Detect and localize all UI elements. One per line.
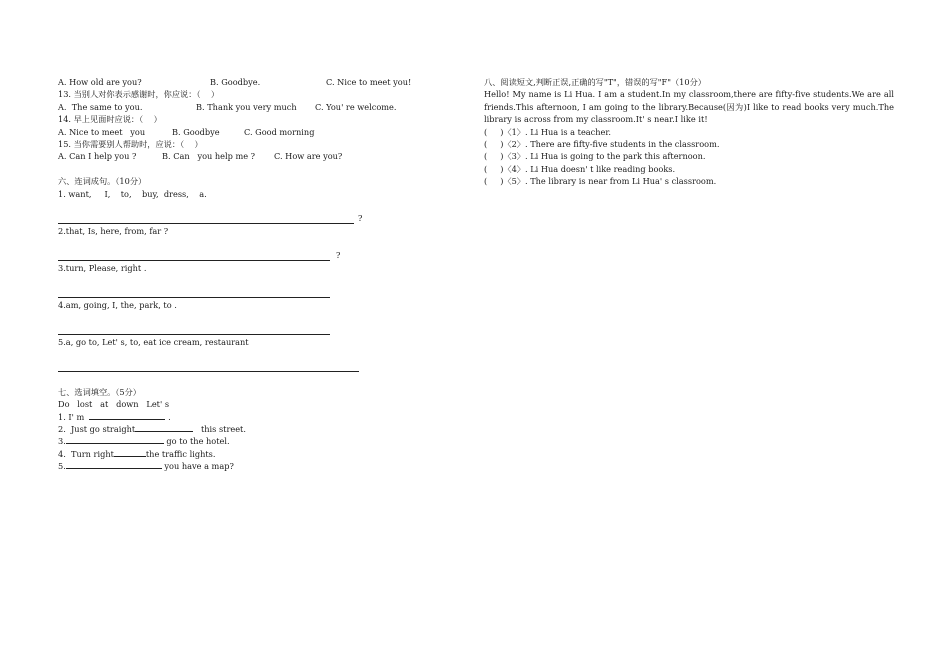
q12-options xyxy=(58,76,438,88)
q14-option-c[interactable]: C. Good morning xyxy=(244,126,315,137)
q12-option-a[interactable]: A. How old are you? xyxy=(58,77,142,87)
s6-item5-answer[interactable] xyxy=(58,361,438,373)
s6-item2-answer[interactable] xyxy=(58,249,438,261)
s7-item1-blank[interactable] xyxy=(89,411,165,420)
s6-item2-words: 2.that, Is, here, from, far ? xyxy=(58,225,169,236)
q13-option-c[interactable]: C. You' re welcome. xyxy=(315,101,397,112)
s6-item1-words: 1. want, I, to, buy, dress, a. xyxy=(58,188,207,199)
q15-option-c[interactable]: C. How are you? xyxy=(274,151,343,162)
reading-passage: Hello! My name is Li Hua. I am a student.In my classroom,there are fifty-five students.We are all friends.This afternoon, I am going to the library.Because(因为)I like to read books very much.The library is across from my classroom.It' s near.I like it! xyxy=(484,89,894,125)
s7-item3-blank[interactable] xyxy=(66,435,164,444)
q14-stem: 14. 早上见面时应说：（ ） xyxy=(58,114,162,125)
q13-option-a[interactable]: A. The same to you. xyxy=(58,101,143,112)
s7-item4-blank[interactable] xyxy=(114,448,146,457)
q13-stem: 13. 当别人对你表示感谢时，你应说：（ ） xyxy=(58,89,220,100)
q15-options xyxy=(58,150,438,162)
s7-item2-pre: 2. Just go straight xyxy=(58,423,136,434)
right-column xyxy=(484,76,894,188)
q14-option-b[interactable]: B. Goodbye xyxy=(172,126,220,137)
s7-item4-pre: 4. Turn right xyxy=(58,448,114,459)
s7-item5-post: you have a map? xyxy=(161,461,234,472)
s7-item1 xyxy=(58,411,438,423)
s7-item2 xyxy=(58,423,438,435)
q14-options xyxy=(58,126,438,138)
q12-option-c[interactable]: C. Nice to meet you! xyxy=(326,77,412,87)
s7-item5-pre: 5. xyxy=(58,461,66,472)
statement-1[interactable]: ( )〈1〉. Li Hua is a teacher. xyxy=(484,126,611,137)
q15-stem: 15. 当你需要别人帮助时，应说：（ ） xyxy=(58,138,203,149)
s6-item2-mark: ? xyxy=(336,250,341,261)
s7-item1-pre: 1. I' m xyxy=(58,411,90,422)
s7-item5 xyxy=(58,460,438,472)
statement-3[interactable]: ( )〈3〉. Li Hua is going to the park this afternoon. xyxy=(484,151,706,162)
s6-item1-mark: ? xyxy=(358,213,363,224)
q12-option-b[interactable]: B. Goodbye. xyxy=(210,77,261,87)
q14-option-a[interactable]: A. Nice to meet you xyxy=(58,126,146,137)
statement-4[interactable]: ( )〈4〉. Li Hua doesn' t like reading books. xyxy=(484,163,676,174)
s7-item2-blank[interactable] xyxy=(135,423,193,432)
q15-option-b[interactable]: B. Can you help me ? xyxy=(162,151,256,162)
section7-title: 七、选词填空。（5分） xyxy=(58,386,141,397)
s7-item4 xyxy=(58,448,438,460)
s6-item5-words: 5.a, go to, Let' s, to, eat ice cream, restaurant xyxy=(58,337,249,348)
statement-5[interactable]: ( )〈5〉. The library is near from Li Hua' s classroom. xyxy=(484,176,717,187)
s7-item3-pre: 3. xyxy=(58,436,66,447)
s7-item3 xyxy=(58,435,438,447)
left-column xyxy=(58,76,438,473)
s7-word-bank: Do lost at down Let' s xyxy=(58,399,170,410)
q15-option-a[interactable]: A. Can I help you ? xyxy=(58,151,137,162)
s7-item2-post: this street. xyxy=(193,423,246,434)
s7-item1-post: . xyxy=(165,411,171,422)
s7-item4-post: the traffic lights. xyxy=(145,448,216,459)
s6-item4-words: 4.am, going, I, the, park, to . xyxy=(58,300,177,311)
section6-title: 六、连词成句。（10分） xyxy=(58,176,147,187)
s6-item1-answer[interactable] xyxy=(58,212,438,224)
s6-item3-answer[interactable] xyxy=(58,287,438,299)
q13-option-b[interactable]: B. Thank you very much xyxy=(196,101,297,112)
s7-item3-post: go to the hotel. xyxy=(163,436,230,447)
section8-title: 八、阅读短文,判断正误,正确的写"T"，错误的写"F"（10分） xyxy=(484,77,706,87)
s6-item4-answer[interactable] xyxy=(58,324,438,336)
s6-item3-words: 3.turn, Please, right . xyxy=(58,262,147,273)
s7-item5-blank[interactable] xyxy=(66,460,162,469)
q13-options xyxy=(58,101,438,113)
statement-2[interactable]: ( )〈2〉. There are fifty-five students in the classroom. xyxy=(484,139,720,149)
